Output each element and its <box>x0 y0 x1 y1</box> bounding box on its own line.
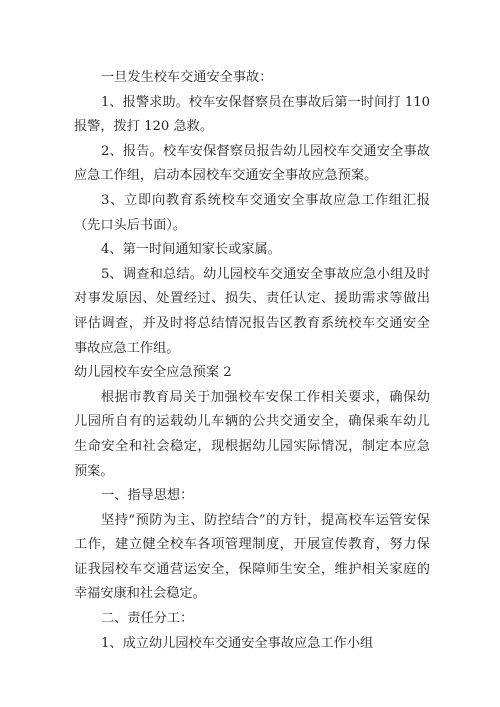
paragraph-establish-team: 1、成立幼儿园校车交通安全事故应急工作小组 <box>101 635 374 651</box>
document-body <box>74 66 430 656</box>
paragraph-step-4-notify: 4、第一时间通知家长或家属。 <box>101 242 281 258</box>
heading-guiding-principle: 一、指导思想： <box>101 488 194 504</box>
paragraph-step-5-investigate: 5、调查和总结。幼儿园校车交通安全事故应急小组及时对事发原因、处置经过、损失、责任认定、援助需求等做出评估调查，并及时将总结情况报告区教育系统校车交通安全事故应急工作组。 <box>74 266 430 356</box>
paragraph-intro: 一旦发生校车交通安全事故： <box>101 70 273 85</box>
paragraph-guiding-principle: 坚持“预防为主、防控结合”的方针，提高校车运管安保工作，建立健全校车各项管理制度，开展宣传教育，努力保证我园校车交通营运安全，保障师生安全，维护相关家庭的幸福安康和社会稳定。 <box>74 512 430 602</box>
paragraph-step-3-escalate: 3、立即向教育系统校车交通安全事故应急工作组汇报（先口头后书面）。 <box>74 192 430 233</box>
section-heading: 幼儿园校车安全应急预案 2 <box>74 365 232 381</box>
heading-responsibilities: 二、责任分工： <box>101 611 194 627</box>
paragraph-purpose: 根据市教育局关于加强校车安保工作相关要求，确保幼儿园所自有的运载幼儿车辆的公共交通安全，确保乘车幼儿生命安全和社会稳定，现根据幼儿园实际情况，制定本应急预案。 <box>74 389 430 479</box>
paragraph-step-1-alarm: 1、报警求助。校车安保督察员在事故后第一时间打 110 报警，拨打 120 急救。 <box>74 94 430 135</box>
paragraph-step-2-report: 2、报告。校车安保督察员报告幼儿园校车交通安全事故应急工作组，启动本园校车交通安全事故应急预案。 <box>74 143 430 184</box>
